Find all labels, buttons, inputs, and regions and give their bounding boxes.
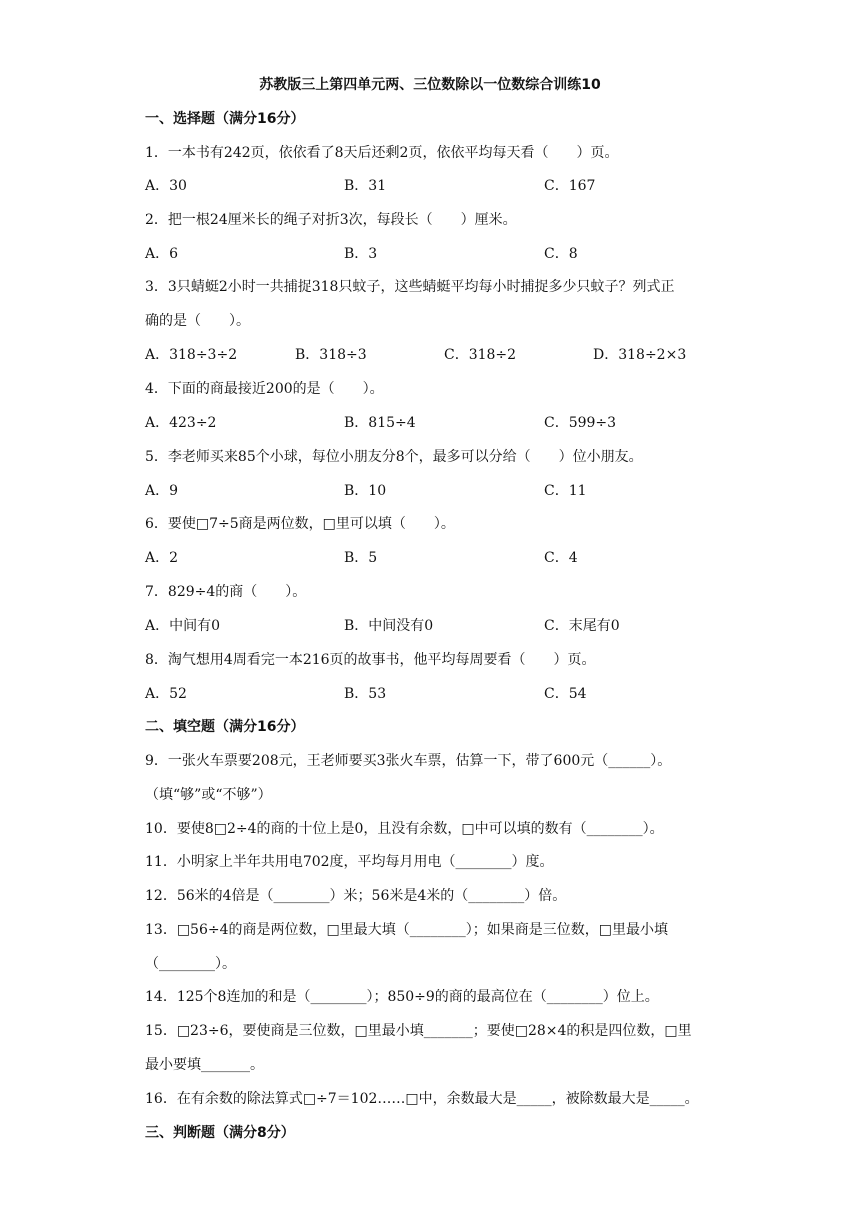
option-b: B．318÷3 [295,347,367,363]
question-13-cont: （________）。 [145,956,236,972]
option-a: A．6 [145,246,179,262]
option-b: B．3 [344,246,378,262]
question-1: 1．一本书有242页，依依看了8天后还剩2页，依依平均每天看（ ）页。 [145,145,619,161]
option-c: C．4 [544,550,578,566]
question-6: 6．要使□7÷5商是两位数，□里可以填（ ）。 [145,516,455,532]
question-4: 4．下面的商最接近200的是（ ）。 [145,381,384,397]
page-title: 苏教版三上第四单元两、三位数除以一位数综合训练10 [259,77,601,93]
option-b: B．中间没有0 [344,618,434,634]
question-15-cont: 最小要填_______。 [145,1057,264,1073]
option-b: B．53 [344,686,387,702]
option-a: A．423÷2 [145,415,217,431]
question-16: 16．在有余数的除法算式□÷7＝102……□中，余数最大是_____，被除数最大是_____。 [145,1091,699,1107]
options-1 [145,175,745,195]
question-14: 14．125个8连加的和是（________）；850÷9的商的最高位在（________）位上。 [145,989,659,1005]
question-8: 8．淘气想用4周看完一本216页的故事书，他平均每周要看（ ）页。 [145,652,596,668]
option-c: C．11 [544,483,587,499]
option-c: C．167 [544,178,596,194]
option-a: A．52 [145,686,187,702]
options-2 [145,243,745,263]
option-b: B．31 [344,178,387,194]
option-c: C．599÷3 [544,415,617,431]
question-9: 9．一张火车票要208元，王老师要买3张火车票，估算一下，带了600元（______）。 [145,753,672,769]
option-a: A．9 [145,483,179,499]
options-8 [145,683,745,703]
question-7: 7．829÷4的商（ ）。 [145,584,307,600]
options-3 [145,344,745,364]
option-a: A．中间有0 [145,618,221,634]
question-2: 2．把一根24厘米长的绳子对折3次，每段长（ ）厘米。 [145,212,517,228]
options-4 [145,412,745,432]
option-b: B．10 [344,483,387,499]
section-heading-choice: 一、选择题（满分16分） [145,111,305,127]
option-b: B．5 [344,550,378,566]
option-a: A．30 [145,178,187,194]
options-6 [145,547,745,567]
question-12: 12．56米的4倍是（________）米；56米是4米的（________）倍。 [145,888,567,904]
option-c: C．末尾有0 [544,618,620,634]
section-heading-judge: 三、判断题（满分8分） [145,1125,295,1141]
question-10: 10．要使8□2÷4的商的十位上是0，且没有余数，□中可以填的数有（________）。 [145,821,664,837]
question-15: 15．□23÷6，要使商是三位数，□里最小填_______；要使□28×4的积是四位数，□里 [145,1023,692,1039]
option-c: C．8 [544,246,578,262]
question-3: 3．3只蜻蜓2小时一共捕捉318只蚊子，这些蜻蜓平均每小时捕捉多少只蚊子？列式正 [145,279,675,295]
question-13: 13．□56÷4的商是两位数，□里最大填（________）；如果商是三位数，□里最小填 [145,922,668,938]
question-9-cont: （填“够”或“不够”） [145,787,272,803]
option-c: C．318÷2 [444,347,517,363]
question-11: 11．小明家上半年共用电702度，平均每月用电（________）度。 [145,854,554,870]
option-b: B．815÷4 [344,415,416,431]
section-heading-fill: 二、填空题（满分16分） [145,719,305,735]
option-a: A．2 [145,550,179,566]
option-d: D．318÷2×3 [593,347,687,363]
option-c: C．54 [544,686,587,702]
options-5 [145,480,745,500]
option-a: A．318÷3÷2 [145,347,238,363]
question-3-cont: 确的是（ ）。 [145,313,250,329]
options-7 [145,615,745,635]
question-5: 5．李老师买来85个小球，每位小朋友分8个，最多可以分给（ ）位小朋友。 [145,449,643,465]
